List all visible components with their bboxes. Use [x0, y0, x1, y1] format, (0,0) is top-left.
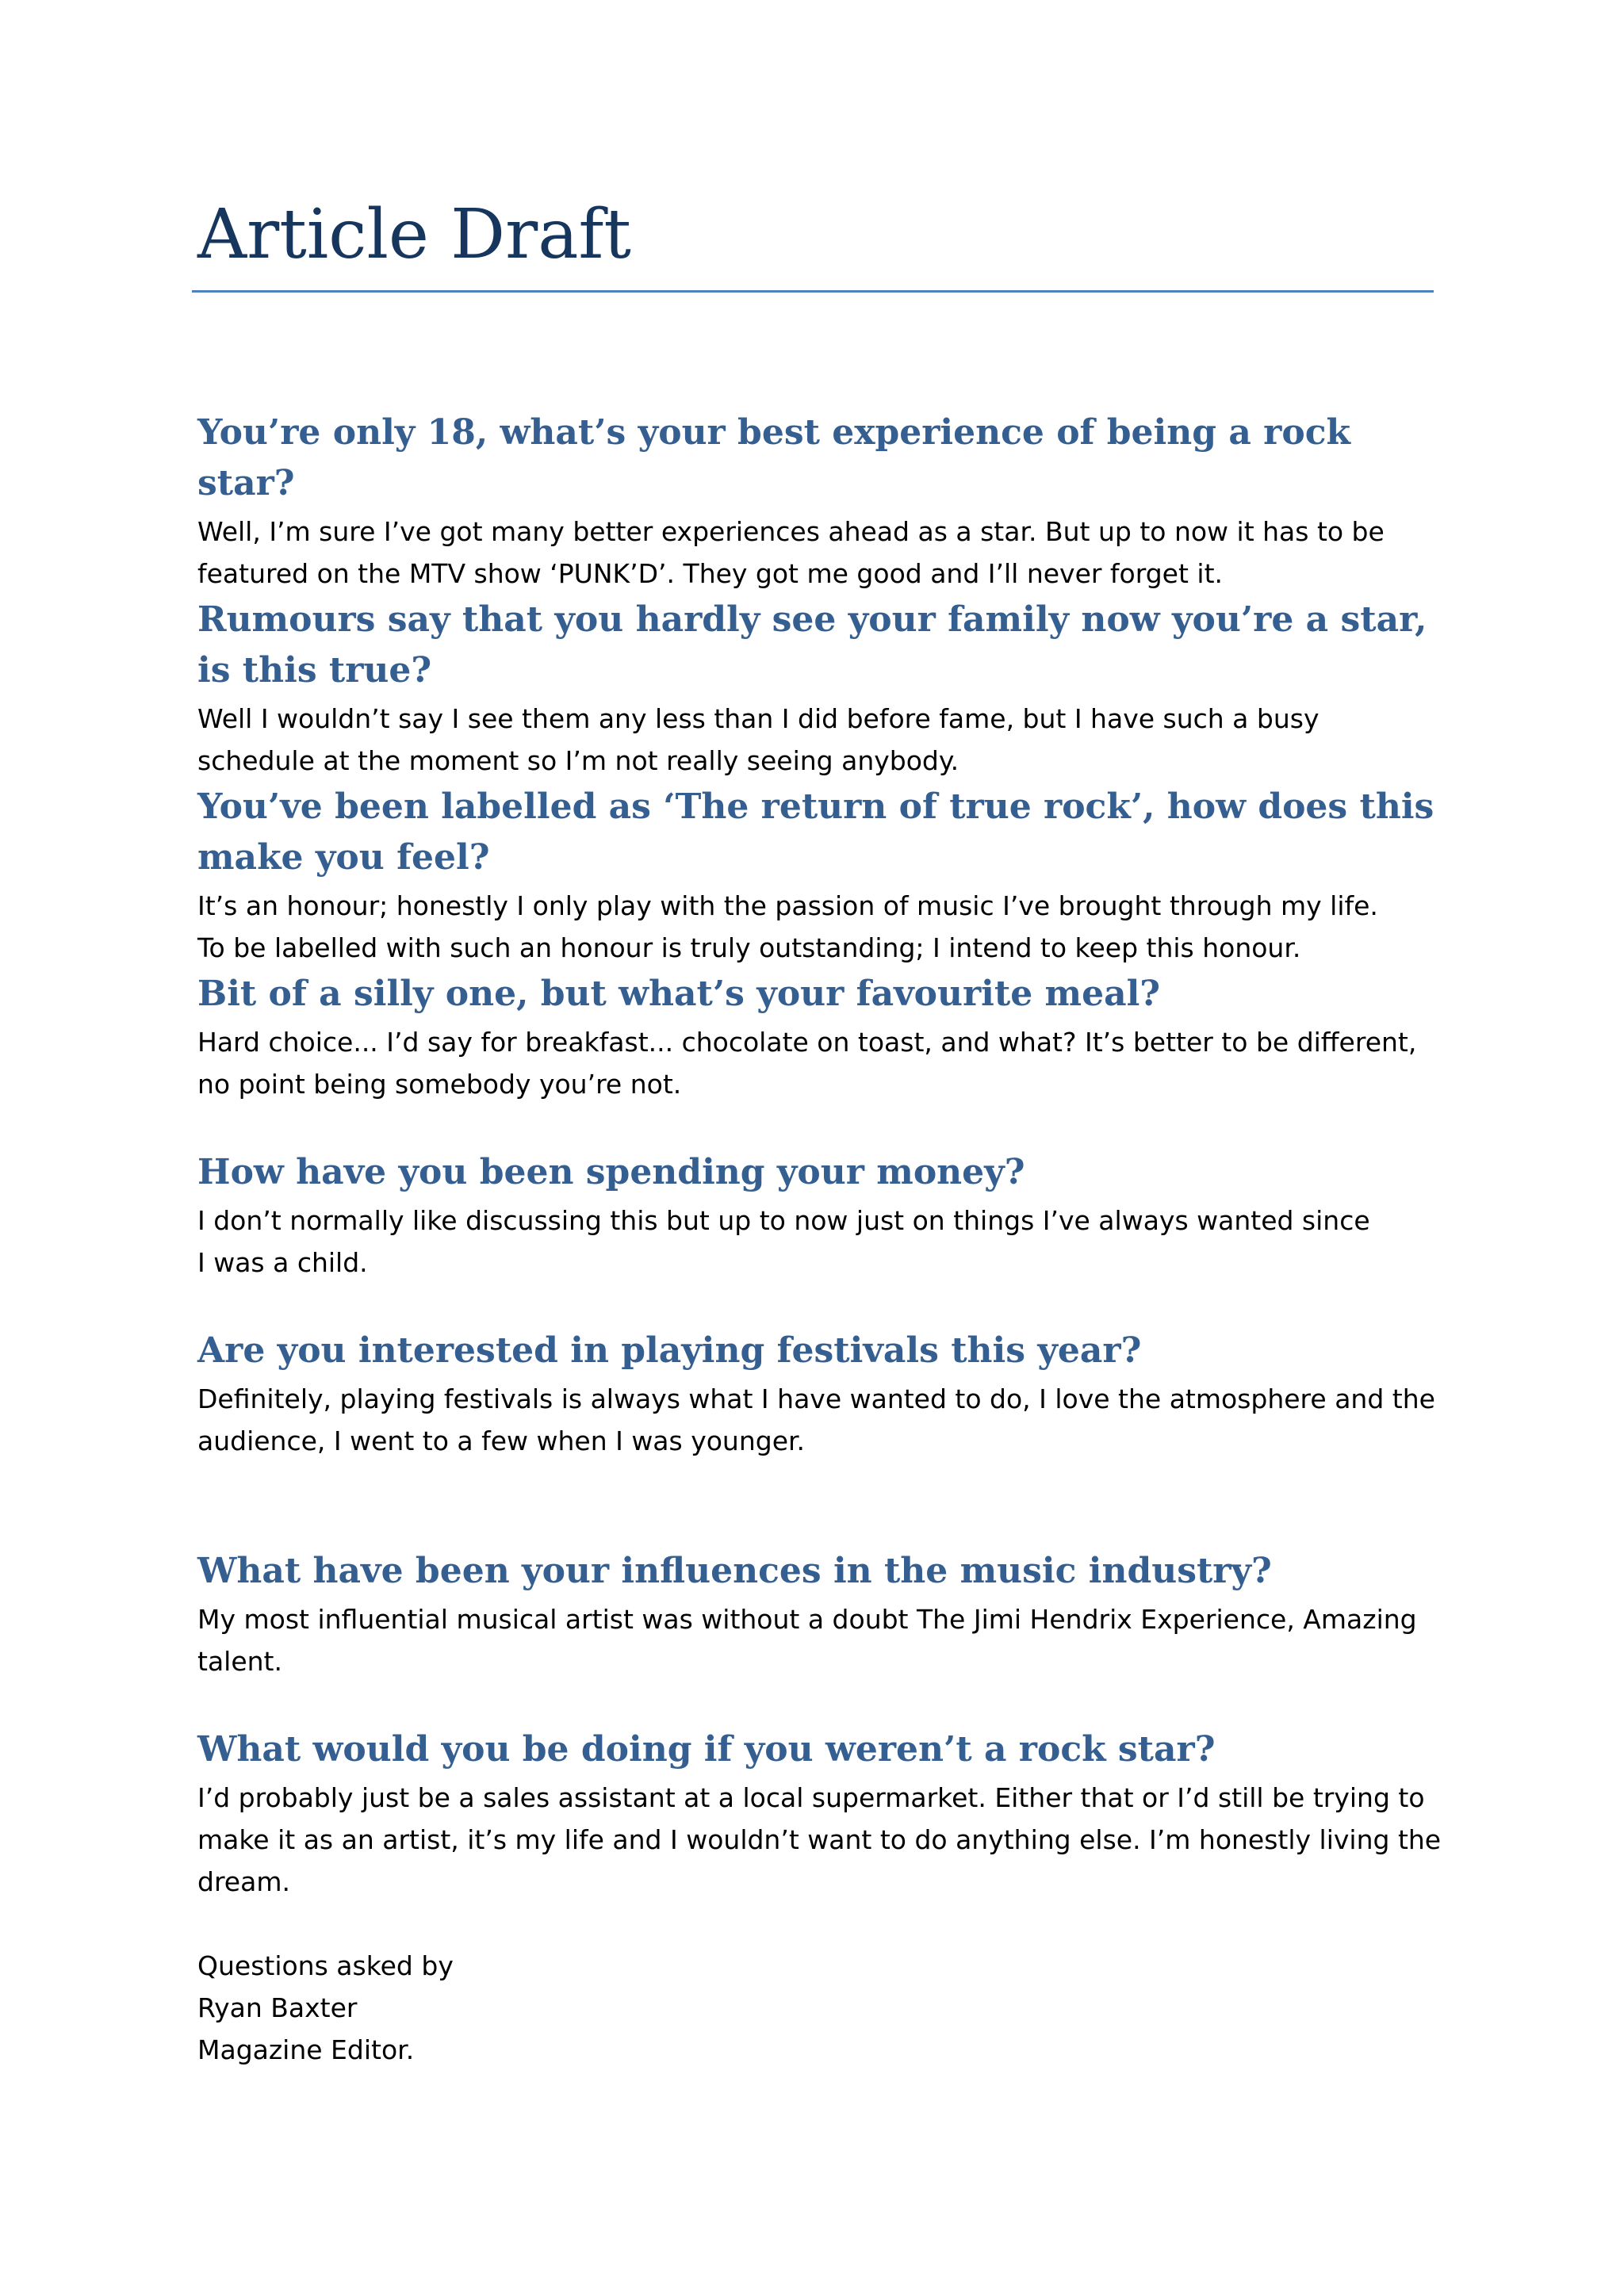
signature-author-role: Magazine Editor. [197, 2034, 415, 2065]
answer-5: I don’t normally like discussing this but up to now just on things I’ve always wanted since I was a child. [197, 1205, 1370, 1278]
answer-2: Well I wouldn’t say I see them any less than I did before fame, but I have such a busy schedule at the moment so I’m not really seeing anybody. [197, 703, 1320, 776]
spacer [197, 1105, 1442, 1147]
qa-item-3 [197, 782, 1442, 969]
qa-item-2 [197, 595, 1442, 782]
signature-author-name: Ryan Baxter [197, 1992, 358, 2023]
signature-line-1: Questions asked by [197, 1950, 454, 1981]
question-3: You’ve been labelled as ‘The return of true rock’, how does this make you feel? [197, 786, 1434, 878]
question-8: What would you be doing if you weren’t a rock star? [197, 1729, 1216, 1770]
interview-content [197, 408, 1442, 2071]
question-4: Bit of a silly one, but what’s your favourite meal? [197, 974, 1161, 1014]
question-6: Are you interested in playing festivals this year? [197, 1330, 1142, 1371]
spacer [197, 1903, 1442, 1945]
spacer [197, 1284, 1442, 1326]
signature-block [197, 1945, 1442, 2071]
answer-8: I’d probably just be a sales assistant at a local supermarket. Either that or I’d still be trying to make it as an artist, it’s my life and I wouldn’t want to do anything else. I’m honestly living the dream. [197, 1782, 1442, 1897]
answer-7: My most influential musical artist was without a doubt The Jimi Hendrix Experience, Amazing talent. [197, 1604, 1417, 1677]
question-5: How have you been spending your money? [197, 1152, 1025, 1192]
qa-item-5 [197, 1147, 1442, 1284]
qa-item-6 [197, 1326, 1442, 1462]
qa-item-7 [197, 1546, 1442, 1682]
answer-6: Definitely, playing festivals is always what I have wanted to do, I love the atmosphere and the audience, I went to a few when I was younger. [197, 1383, 1435, 1456]
spacer [197, 1462, 1442, 1546]
question-1: You’re only 18, what’s your best experience of being a rock star? [197, 412, 1350, 503]
qa-item-8 [197, 1724, 1442, 1903]
qa-item-4 [197, 969, 1442, 1105]
document-title: Article Draft [197, 195, 631, 274]
qa-item-1 [197, 408, 1442, 595]
title-underline [192, 290, 1434, 293]
question-7: What have been your influences in the music industry? [197, 1551, 1272, 1591]
question-2: Rumours say that you hardly see your family now you’re a star, is this true? [197, 599, 1427, 691]
answer-3: It’s an honour; honestly I only play with the passion of music I’ve brought through my life. To be labelled with such an honour is truly outstanding; I intend to keep this honour. [197, 890, 1378, 963]
answer-1: Well, I’m sure I’ve got many better experiences ahead as a star. But up to now it has to be featured on the MTV show ‘PUNK’D’. They got me good and I’ll never forget it. [197, 516, 1385, 589]
spacer [197, 1682, 1442, 1724]
answer-4: Hard choice... I’d say for breakfast... chocolate on toast, and what? It’s better to be different, no point being somebody you’re not. [197, 1027, 1417, 1100]
